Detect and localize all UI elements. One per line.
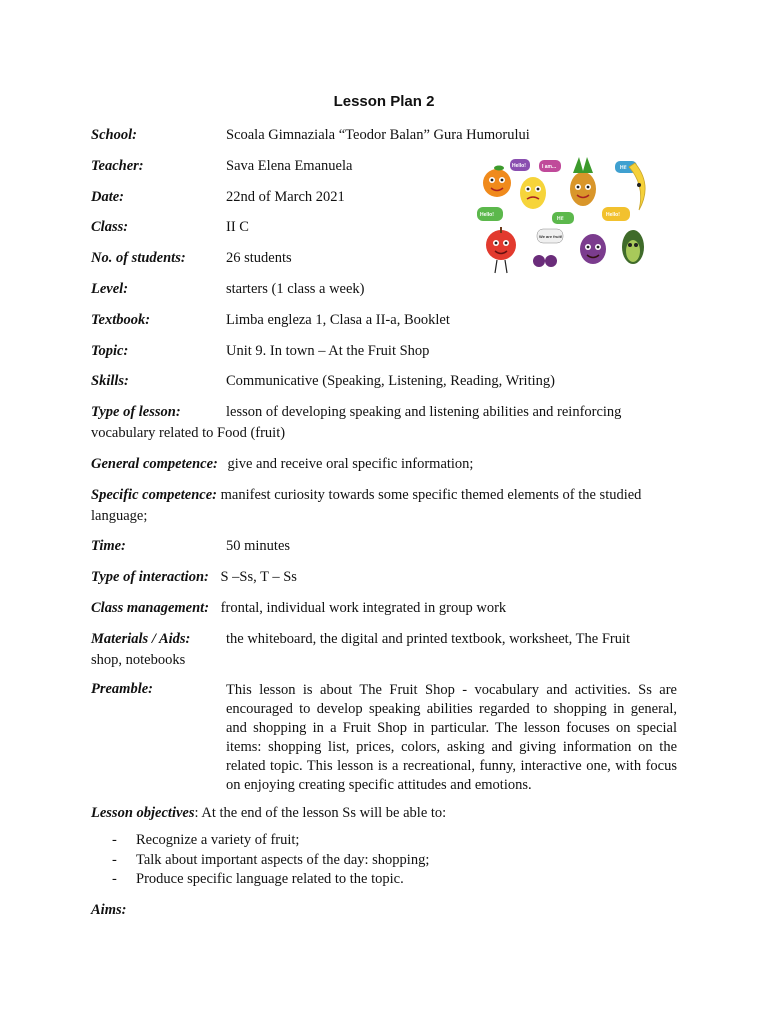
field-topic — [91, 341, 430, 362]
type-of-lesson-label: Type of lesson: — [91, 404, 181, 420]
field-label: School: — [91, 127, 137, 143]
specific-competence-label: Specific competence: — [91, 487, 218, 503]
objectives-label: Lesson objectives — [91, 805, 195, 821]
field-value: starters (1 class a week) — [226, 281, 365, 297]
field-label: Teacher: — [91, 158, 144, 174]
objectives-intro: : At the end of the lesson Ss will be able to: — [194, 805, 447, 821]
interaction-value: S –Ss, T – Ss — [220, 569, 297, 585]
class-management — [91, 598, 506, 619]
specific-competence-continuation: language; — [91, 508, 148, 524]
field-date — [91, 187, 345, 208]
field-value: 22nd of March 2021 — [226, 189, 345, 205]
field-no-of-students — [91, 248, 292, 269]
page-title: Lesson Plan 2 — [333, 93, 435, 110]
materials-continuation: shop, notebooks — [91, 652, 186, 668]
aims — [91, 900, 126, 921]
materials-aids — [91, 629, 677, 671]
preamble-label: Preamble: — [91, 681, 154, 697]
field-value: II C — [226, 219, 249, 235]
interaction-label: Type of interaction: — [91, 569, 209, 585]
field-value: Unit 9. In town – At the Fruit Shop — [226, 343, 430, 359]
type-of-lesson-value: lesson of developing speaking and listening abilities and reinforcing — [226, 404, 622, 420]
lesson-objectives — [91, 803, 446, 824]
specific-competence-value: manifest curiosity towards some specific themed elements of the studied — [220, 487, 642, 503]
field-label: Textbook: — [91, 312, 151, 328]
field-label: Topic: — [91, 343, 129, 359]
field-value: Limba engleza 1, Clasa a II-a, Booklet — [226, 312, 450, 328]
field-label: Skills: — [91, 373, 129, 389]
general-competence-value: give and receive oral specific information; — [227, 456, 474, 472]
fruit-characters-illustration — [475, 155, 657, 278]
bubble-text: Hello! — [480, 212, 494, 218]
list-item: - Produce specific language related to the topic. — [112, 870, 429, 890]
materials-label: Materials / Aids: — [91, 631, 191, 647]
field-school — [91, 125, 530, 146]
field-label: Class: — [91, 219, 129, 235]
general-competence — [91, 454, 473, 475]
field-teacher — [91, 156, 353, 177]
specific-competence — [91, 485, 677, 527]
materials-value: the whiteboard, the digital and printed textbook, worksheet, The Fruit — [226, 631, 631, 647]
field-class — [91, 217, 249, 238]
objectives-list — [112, 831, 429, 890]
field-value: Sava Elena Emanuela — [226, 158, 353, 174]
field-value: Scoala Gimnaziala “Teodor Balan” Gura Humorului — [226, 127, 530, 143]
aims-label: Aims: — [91, 902, 127, 918]
type-of-lesson-continuation: vocabulary related to Food (fruit) — [91, 425, 286, 441]
field-skills — [91, 371, 555, 392]
time-label: Time: — [91, 538, 126, 554]
bubble-text: Hi! — [620, 165, 627, 171]
field-label: No. of students: — [91, 250, 186, 266]
class-management-value: frontal, individual work integrated in group work — [220, 600, 507, 616]
class-management-label: Class management: — [91, 600, 210, 616]
field-level — [91, 279, 365, 300]
list-item: - Talk about important aspects of the day: shopping; — [112, 851, 429, 871]
field-label: Date: — [91, 189, 125, 205]
preamble-text: This lesson is about The Fruit Shop - vocabulary and activities. Ss are encouraged to develop speaking abilities regarded to shopping in general, and shopping in a Fruit Shop in particular. The lesson focuses on special items: shopping list, prices, colors, asking and giving information on the related topic. This lesson is a recreational, funny, interactive one, with focus on enjoying creating specific attitudes and emotions. — [226, 682, 677, 793]
bubble-text: Hi! — [557, 216, 564, 222]
bubble-text: Hello! — [512, 163, 526, 169]
field-textbook — [91, 310, 450, 331]
list-item: - Recognize a variety of fruit; — [112, 831, 429, 851]
bubble-text: I am... — [542, 164, 557, 170]
bubble-text: Hello! — [606, 212, 620, 218]
field-value: Communicative (Speaking, Listening, Reading, Writing) — [226, 373, 555, 389]
general-competence-label: General competence: — [91, 456, 218, 472]
time-value: 50 minutes — [226, 538, 291, 554]
field-value: 26 students — [226, 250, 292, 266]
type-of-lesson — [91, 402, 677, 444]
field-time — [91, 536, 291, 557]
type-of-interaction — [91, 567, 297, 588]
field-label: Level: — [91, 281, 129, 297]
bubble-text: We are fruit! — [539, 234, 563, 239]
